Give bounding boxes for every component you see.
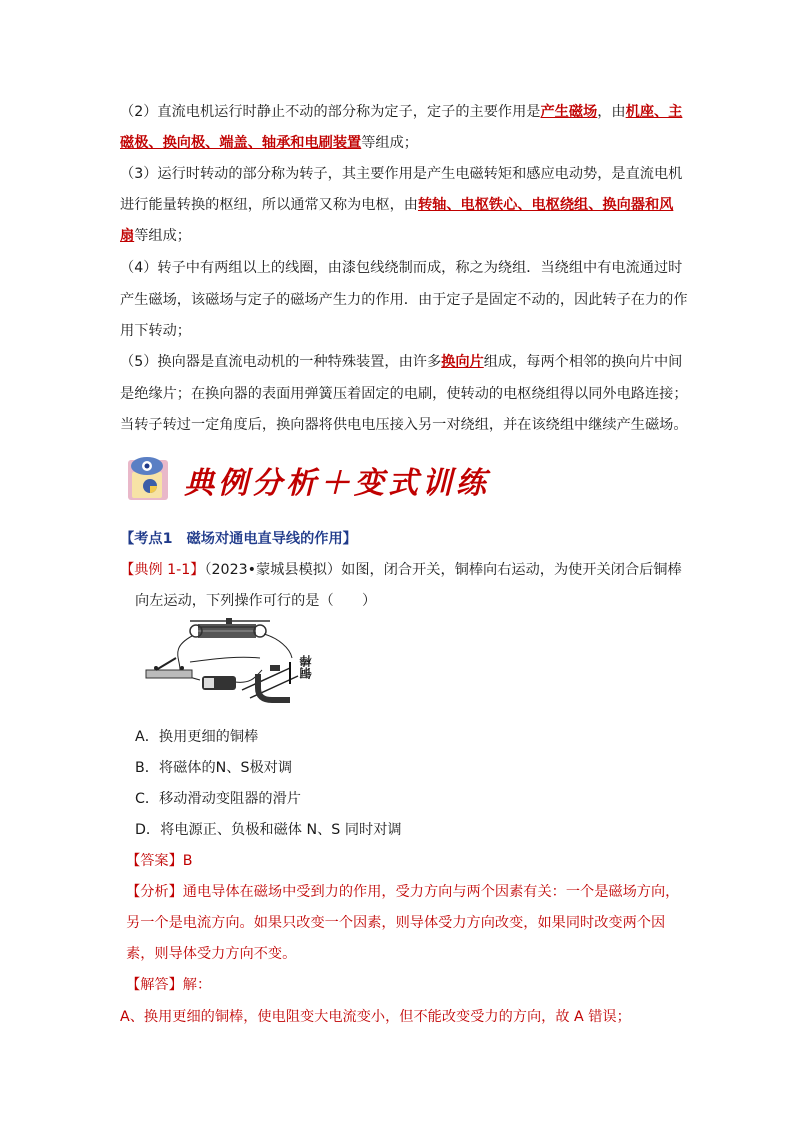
para-5-line-1: （5）换向器是直流电动机的一种特殊装置，由许多换向片组成，每两个相邻的换向片中间 bbox=[120, 354, 683, 370]
solution-a: A、换用更细的铜棒，使电阻变大电流变小，但不能改变受力的方向，故 A 错误； bbox=[120, 1009, 631, 1025]
answer-line: 【答案】B bbox=[126, 853, 193, 869]
para-2-line-2: 磁极、换向极、端盖、轴承和电刷装置等组成； bbox=[120, 135, 418, 151]
option-c: C．移动滑动变阻器的滑片 bbox=[135, 791, 301, 807]
analysis-line-1: 【分析】通电导体在磁场中受到力的作用，受力方向与两个因素有关：一个是磁场方向， bbox=[126, 884, 680, 900]
analysis-line-2: 另一个是电流方向。如果只改变一个因素，则导体受力方向改变，如果同时改变两个因 bbox=[126, 915, 666, 931]
banner-icon bbox=[126, 452, 172, 502]
para-5-line-2: 是绝缘片；在换向器的表面用弹簧压着固定的电刷，使转动的电枢绕组得以同外电路连接； bbox=[120, 386, 688, 402]
analysis-line-3: 素，则导体受力方向不变。 bbox=[126, 946, 297, 962]
kaodian-heading: 【考点1 磁场对通电直导线的作用】 bbox=[120, 531, 357, 547]
para-4-line-1: （4）转子中有两组以上的线圈，由漆包线绕制而成，称之为绕组．当绕组中有电流通过时 bbox=[120, 260, 683, 276]
example-line-2: 向左运动，下列操作可行的是（ ） bbox=[135, 593, 377, 609]
option-a: A．换用更细的铜棒 bbox=[135, 729, 259, 745]
para-3-line-3: 扇等组成； bbox=[120, 228, 191, 244]
example-line-1: 【典例 1-1】（2023•蒙城县模拟）如图，闭合开关，铜棒向右运动，为使开关闭合后铜棒 bbox=[120, 562, 682, 578]
circuit-figure bbox=[140, 618, 315, 708]
para-5-line-3: 当转子转过一定角度后，换向器将供电电压接入另一对绕组，并在该绕组中继续产生磁场。 bbox=[120, 417, 688, 433]
para-2-line-1: （2）直流电机运行时静止不动的部分称为定子，定子的主要作用是产生磁场，由机座、主 bbox=[120, 104, 683, 120]
option-d: D．将电源正、负极和磁体 N、S 同时对调 bbox=[135, 822, 402, 838]
para-3-line-1: （3）运行时转动的部分称为转子，其主要作用是产生电磁转矩和感应电动势，是直流电机 bbox=[120, 166, 683, 182]
option-b: B．将磁体的N、S极对调 bbox=[135, 760, 293, 776]
copper-rod-label: 铜棒 bbox=[299, 655, 313, 679]
para-4-line-2: 产生磁场，该磁场与定子的磁场产生力的作用．由于定子是固定不动的，因此转子在力的作 bbox=[120, 292, 688, 308]
solution-line: 【解答】解： bbox=[126, 977, 212, 993]
banner-title: 典例分析＋变式训练 bbox=[184, 466, 490, 501]
para-3-line-2: 进行能量转换的枢纽，所以通常又称为电枢，由转轴、电枢铁心、电枢绕组、换向器和风 bbox=[120, 197, 674, 213]
para-4-line-3: 用下转动； bbox=[120, 323, 191, 339]
